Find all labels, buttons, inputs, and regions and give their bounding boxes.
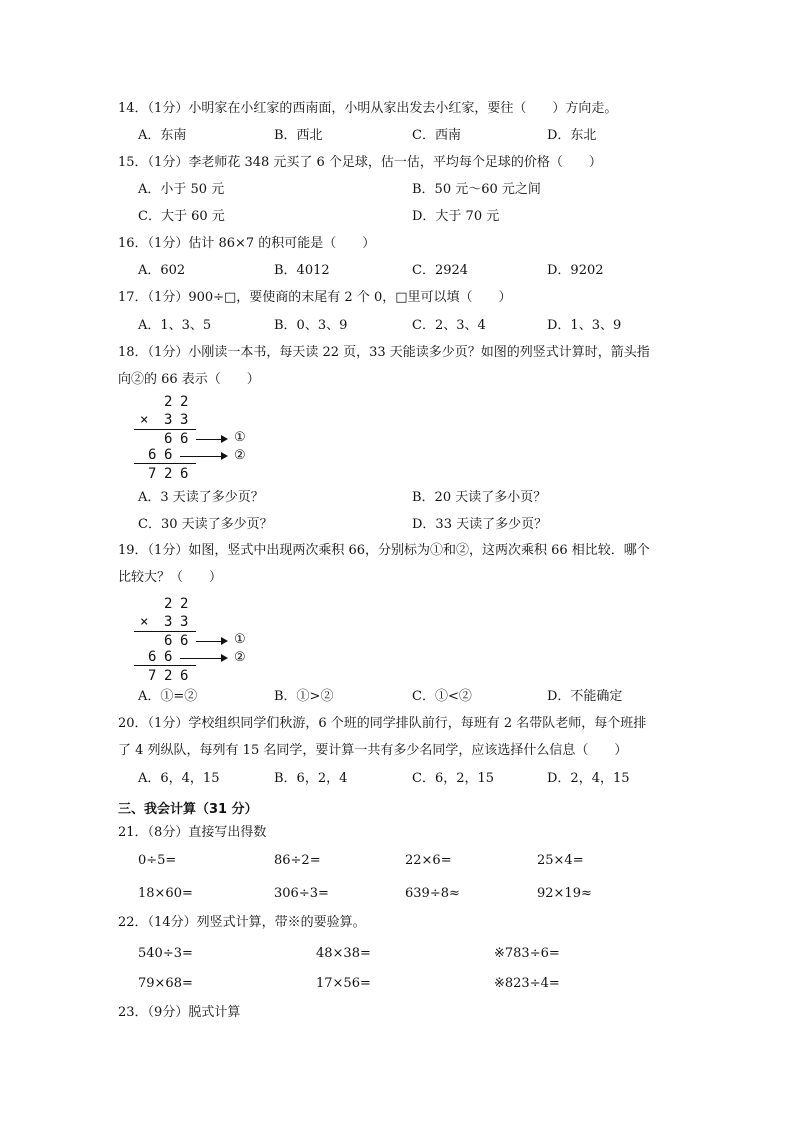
q21-item: 86÷2= [274, 853, 321, 868]
digit: 7 [148, 466, 157, 482]
q16-option-d[interactable]: D．9202 [547, 263, 604, 278]
digit: 2 [180, 596, 189, 612]
q16-option-b[interactable]: B．4012 [274, 263, 330, 278]
q21-item: 22×6= [405, 853, 452, 868]
q20-option-b[interactable]: B．6，2，4 [274, 771, 348, 786]
section-3-heading: 三、我会计算（31 分） [118, 802, 258, 817]
q21-item: 306÷3= [274, 886, 329, 901]
q22-item: 79×68= [138, 976, 193, 991]
rule-line [134, 463, 196, 464]
q20-option-a[interactable]: A．6，4，15 [138, 771, 220, 786]
digit: 3 [180, 412, 189, 428]
question-15-stem: 15．（1分）李老师花 348 元买了 6 个足球，估一估，平均每个足球的价格（ ） [118, 155, 602, 170]
q17-option-c[interactable]: C．2、3、4 [412, 318, 486, 333]
q15-option-a[interactable]: A．小于 50 元 [138, 182, 225, 197]
digit: 6 [180, 633, 189, 649]
digit: 6 [164, 633, 173, 649]
q17-option-b[interactable]: B．0、3、9 [274, 318, 348, 333]
vertical-multiplication-figure-1 [134, 392, 274, 482]
mark-circled-1: ① [234, 632, 246, 647]
q19-option-c[interactable]: C．①<② [412, 689, 472, 704]
rule-line [134, 665, 196, 666]
q18-option-c[interactable]: C．30 天读了多少页？ [138, 517, 273, 532]
q15-option-b[interactable]: B．50 元～60 元之间 [412, 182, 541, 197]
digit: 6 [164, 447, 173, 463]
question-20-stem-line1: 20．（1分）学校组织同学们秋游，6 个班的同学排队前行，每班有 2 名带队老师，每个班排 [118, 716, 647, 731]
digit: 6 [180, 431, 189, 447]
q18-option-a[interactable]: A．3 天读了多少页？ [138, 490, 264, 505]
q14-option-d[interactable]: D．东北 [547, 128, 597, 143]
question-16-stem: 16．（1分）估计 86×7 的积可能是（ ） [118, 236, 376, 251]
q17-option-d[interactable]: D．1、3、9 [547, 318, 622, 333]
mark-circled-1: ① [234, 430, 246, 445]
digit: 2 [164, 394, 173, 410]
digit: 2 [180, 394, 189, 410]
q15-option-d[interactable]: D．大于 70 元 [412, 209, 500, 224]
question-18-stem-line1: 18．（1分）小刚读一本书，每天读 22 页，33 天能读多少页？如图的列竖式计算时，箭头指 [118, 345, 650, 360]
q22-item: 17×56= [316, 976, 371, 991]
question-23-stem: 23．（9分）脱式计算 [118, 1005, 241, 1020]
q21-item: 92×19≈ [537, 886, 592, 901]
times-sign: × [140, 412, 149, 428]
q20-option-d[interactable]: D．2，4，15 [547, 771, 630, 786]
vertical-multiplication-figure-2 [134, 594, 274, 684]
question-18-stem-line2: 向②的 66 表示（ ） [118, 372, 260, 387]
digit: 6 [180, 466, 189, 482]
digit: 2 [164, 596, 173, 612]
question-14-stem: 14．（1分）小明家在小红家的西南面，小明从家出发去小红家，要往（ ）方向走。 [118, 101, 618, 116]
question-17-stem: 17．（1分）900÷□，要使商的末尾有 2 个 0，□里可以填（ ） [118, 290, 512, 305]
q22-item: ※783÷6= [494, 946, 560, 961]
arrow-2 [180, 456, 226, 457]
q19-option-d[interactable]: D．不能确定 [547, 689, 623, 704]
digit: 6 [164, 649, 173, 665]
digit: 7 [148, 668, 157, 684]
digit: 3 [180, 614, 189, 630]
q20-option-c[interactable]: C．6，2，15 [412, 771, 495, 786]
rule-line [134, 631, 196, 632]
arrow-2 [180, 658, 226, 659]
digit: 3 [164, 614, 173, 630]
arrow-1 [196, 439, 226, 440]
q21-item: 0÷5= [138, 853, 177, 868]
q14-option-b[interactable]: B．西北 [274, 128, 323, 143]
q19-option-a[interactable]: A．①=② [138, 689, 198, 704]
question-22-stem: 22．（14分）列竖式计算，带※的要验算。 [118, 915, 366, 930]
digit: 2 [164, 668, 173, 684]
question-21-stem: 21．（8分）直接写出得数 [118, 825, 267, 840]
mark-circled-2: ② [234, 650, 246, 665]
q19-option-b[interactable]: B．①>② [274, 689, 334, 704]
q22-item: 540÷3= [138, 946, 193, 961]
q21-item: 18×60= [138, 886, 193, 901]
q17-option-a[interactable]: A．1、3、5 [138, 318, 212, 333]
q18-option-b[interactable]: B．20 天读了多小页？ [412, 490, 547, 505]
q21-item: 639÷8≈ [405, 886, 460, 901]
q16-option-a[interactable]: A．602 [138, 263, 186, 278]
digit: 6 [148, 649, 157, 665]
digit: 6 [148, 447, 157, 463]
q22-item: 48×38= [316, 946, 371, 961]
question-19-stem-line2: 比较大？（ ） [118, 570, 223, 585]
q14-option-a[interactable]: A．东南 [138, 128, 187, 143]
digit: 3 [164, 412, 173, 428]
q18-option-d[interactable]: D．33 天读了多少页？ [412, 517, 548, 532]
q16-option-c[interactable]: C．2924 [412, 263, 469, 278]
rule-line [134, 429, 196, 430]
arrow-1 [196, 641, 226, 642]
question-20-stem-line2: 了 4 列纵队，每列有 15 名同学，要计算一共有多少名同学，应该选择什么信息（ ） [118, 743, 628, 758]
q21-item: 25×4= [537, 853, 584, 868]
digit: 6 [164, 431, 173, 447]
q22-item: ※823÷4= [494, 976, 560, 991]
times-sign: × [140, 614, 149, 630]
question-19-stem-line1: 19．（1分）如图，竖式中出现两次乘积 66，分别标为①和②，这两次乘积 66 相比较．哪个 [118, 543, 650, 558]
digit: 6 [180, 668, 189, 684]
q15-option-c[interactable]: C．大于 60 元 [138, 209, 225, 224]
mark-circled-2: ② [234, 448, 246, 463]
digit: 2 [164, 466, 173, 482]
q14-option-c[interactable]: C．西南 [412, 128, 461, 143]
